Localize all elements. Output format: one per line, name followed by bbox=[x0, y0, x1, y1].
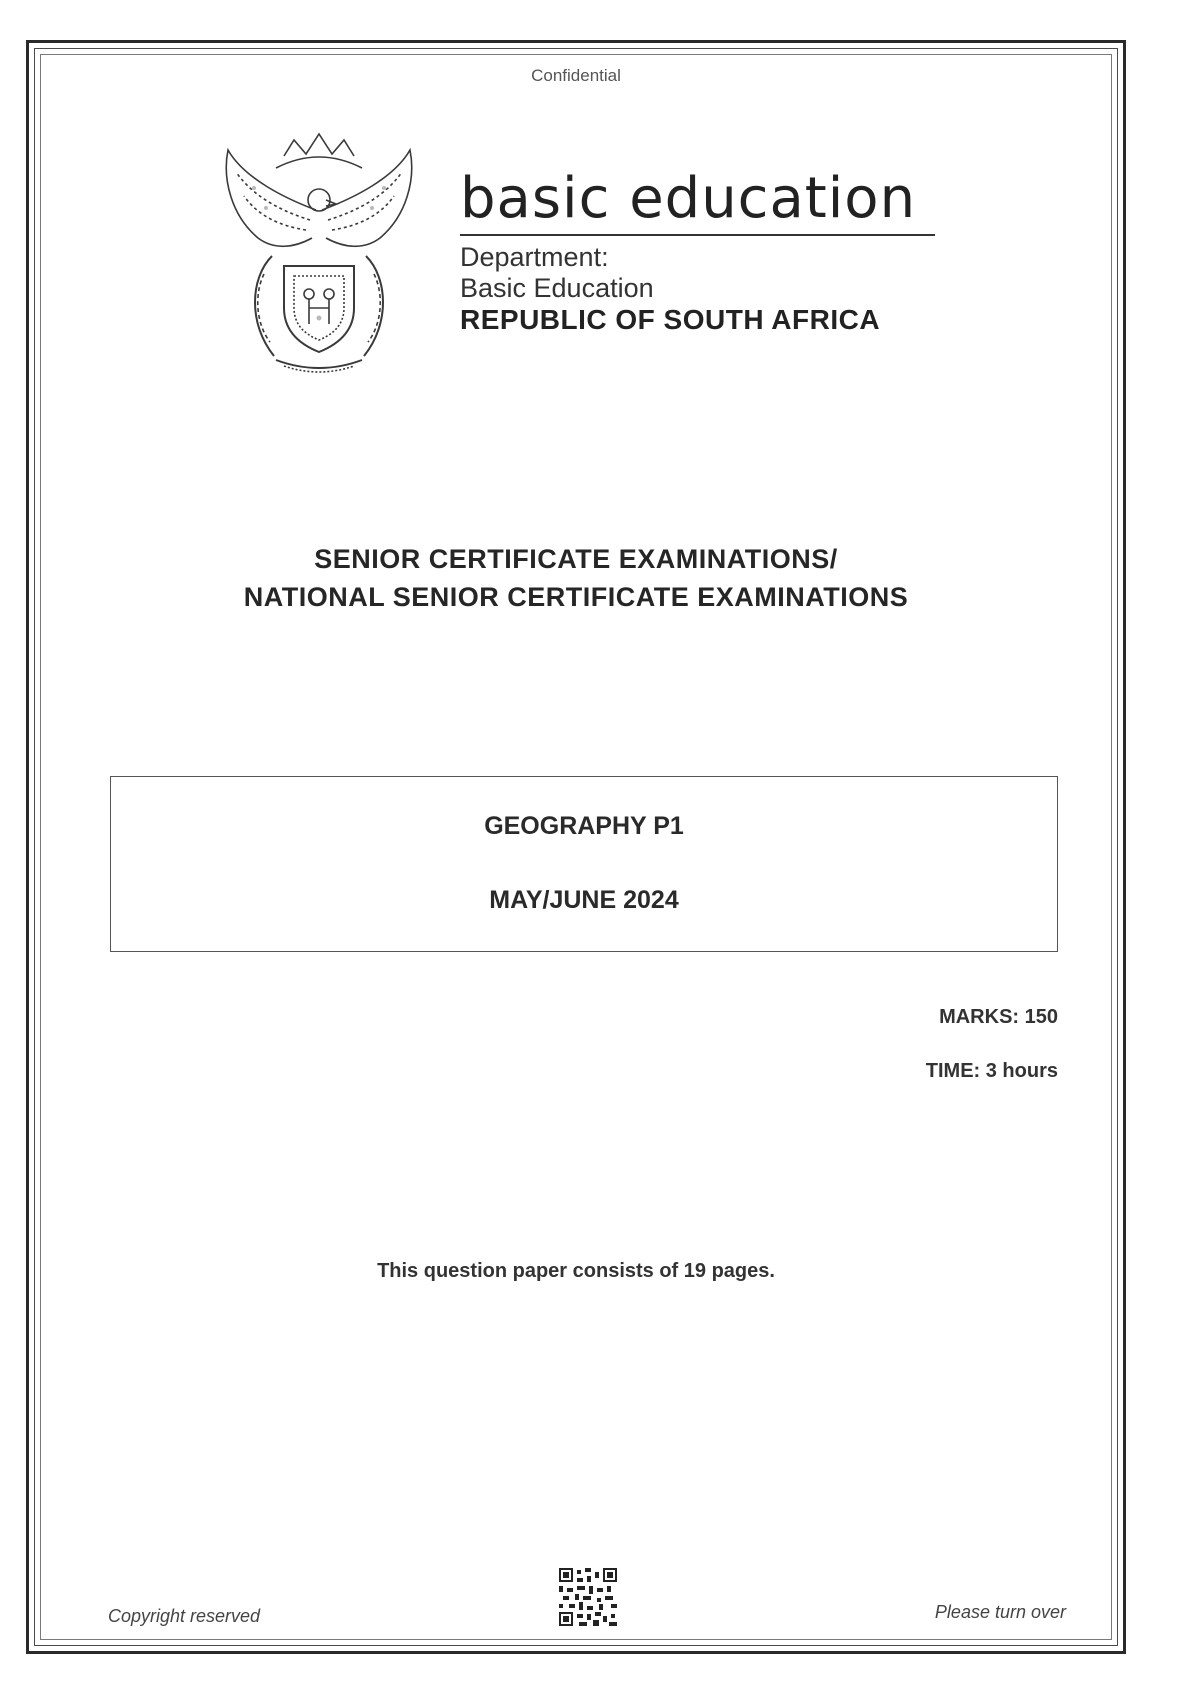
confidential-label: Confidential bbox=[531, 66, 621, 85]
country-name: REPUBLIC OF SOUTH AFRICA bbox=[460, 304, 881, 335]
brand-name: basic education bbox=[460, 168, 935, 236]
qr-code-icon bbox=[559, 1568, 617, 1626]
page-count-note: This question paper consists of 19 pages. bbox=[377, 1260, 775, 1282]
exam-heading bbox=[0, 540, 1152, 616]
marks-label: MARKS: 150 bbox=[939, 1006, 1058, 1028]
coat-of-arms-icon bbox=[214, 128, 424, 376]
exam-heading-line1: SENIOR CERTIFICATE EXAMINATIONS/ bbox=[314, 544, 838, 574]
copyright-footer: Copyright reserved bbox=[108, 1606, 261, 1626]
department-name: Basic Education bbox=[460, 273, 654, 303]
time-label: TIME: 3 hours bbox=[925, 1060, 1058, 1082]
subject-session: MAY/JUNE 2024 bbox=[489, 886, 679, 914]
subject-box bbox=[110, 776, 1058, 952]
exam-heading-line2: NATIONAL SENIOR CERTIFICATE EXAMINATIONS bbox=[243, 582, 909, 612]
subject-title: GEOGRAPHY P1 bbox=[484, 812, 684, 840]
brand-block bbox=[460, 168, 940, 335]
turn-over-footer: Please turn over bbox=[934, 1602, 1066, 1622]
department-label: Department: bbox=[460, 242, 609, 272]
